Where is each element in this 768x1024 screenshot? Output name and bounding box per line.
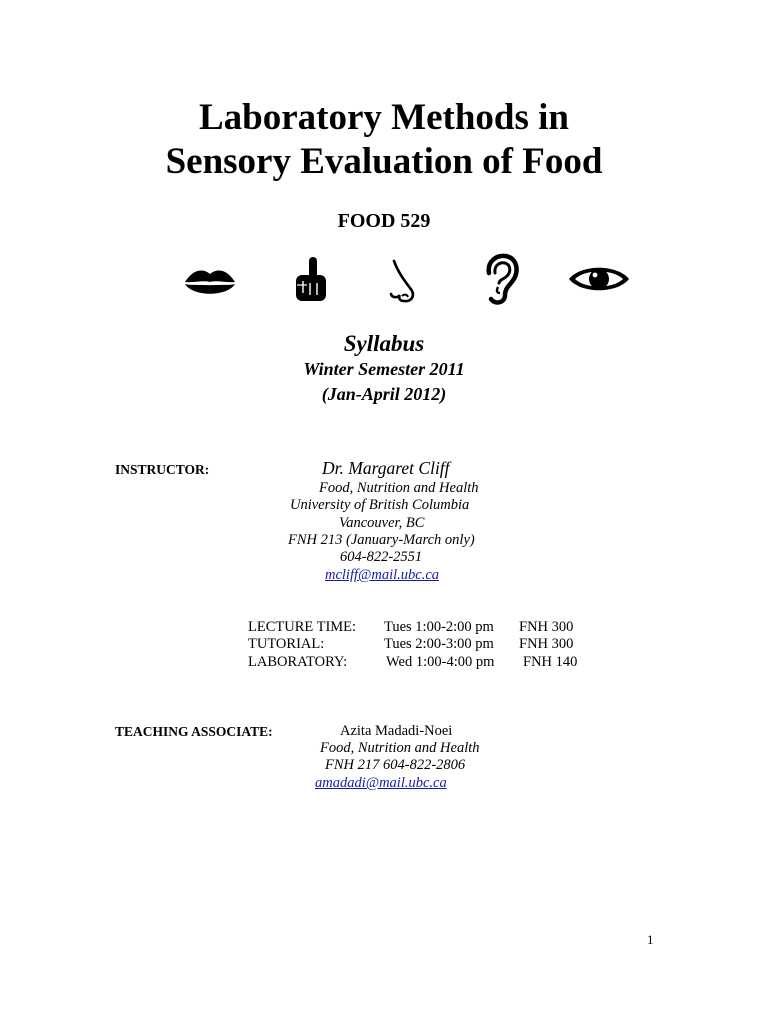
- lips-icon: [183, 266, 237, 305]
- instructor-phone: 604-822-2551: [340, 549, 423, 565]
- semester: Winter Semester 2011: [303, 359, 465, 379]
- title-line-1: Laboratory Methods in: [199, 97, 569, 138]
- page-number: 1: [647, 932, 654, 947]
- ear-icon: [481, 253, 521, 312]
- teaching-associate-office-phone: FNH 217 604-822-2806: [325, 757, 466, 773]
- schedule-room-tutorial: FNH 300: [519, 636, 574, 652]
- schedule-room-laboratory: FNH 140: [523, 654, 578, 670]
- semester-dates: (Jan-April 2012): [321, 384, 447, 404]
- instructor-department: Food, Nutrition and Health: [319, 480, 479, 496]
- teaching-associate-email-link[interactable]: amadadi@mail.ubc.ca: [315, 775, 447, 791]
- title-line-2: Sensory Evaluation of Food: [165, 141, 603, 182]
- instructor-name: Dr. Margaret Cliff: [322, 458, 450, 478]
- schedule-type-laboratory: LABORATORY:: [248, 654, 348, 670]
- schedule-type-lecture: LECTURE TIME:: [248, 619, 357, 635]
- nose-icon: [386, 258, 420, 311]
- finger-touch-icon: [293, 255, 329, 308]
- teaching-associate-name: Azita Madadi-Noei: [340, 723, 453, 739]
- instructor-email-link[interactable]: mcliff@mail.ubc.ca: [325, 567, 440, 583]
- syllabus-heading: Syllabus: [343, 331, 425, 356]
- instructor-office: FNH 213 (January-March only): [288, 532, 475, 548]
- schedule-room-lecture: FNH 300: [519, 619, 574, 635]
- course-code: FOOD 529: [337, 210, 431, 232]
- schedule-time-tutorial: Tues 2:00-3:00 pm: [384, 636, 494, 652]
- schedule-type-tutorial: TUTORIAL:: [248, 636, 325, 652]
- instructor-label: INSTRUCTOR:: [115, 462, 210, 477]
- teaching-associate-label: TEACHING ASSOCIATE:: [115, 724, 273, 739]
- schedule-time-lecture: Tues 1:00-2:00 pm: [384, 619, 494, 635]
- instructor-university: University of British Columbia: [290, 497, 470, 513]
- schedule-time-laboratory: Wed 1:00-4:00 pm: [386, 654, 495, 670]
- eye-icon: [567, 264, 631, 299]
- instructor-city: Vancouver, BC: [339, 515, 425, 531]
- teaching-associate-department: Food, Nutrition and Health: [320, 740, 480, 756]
